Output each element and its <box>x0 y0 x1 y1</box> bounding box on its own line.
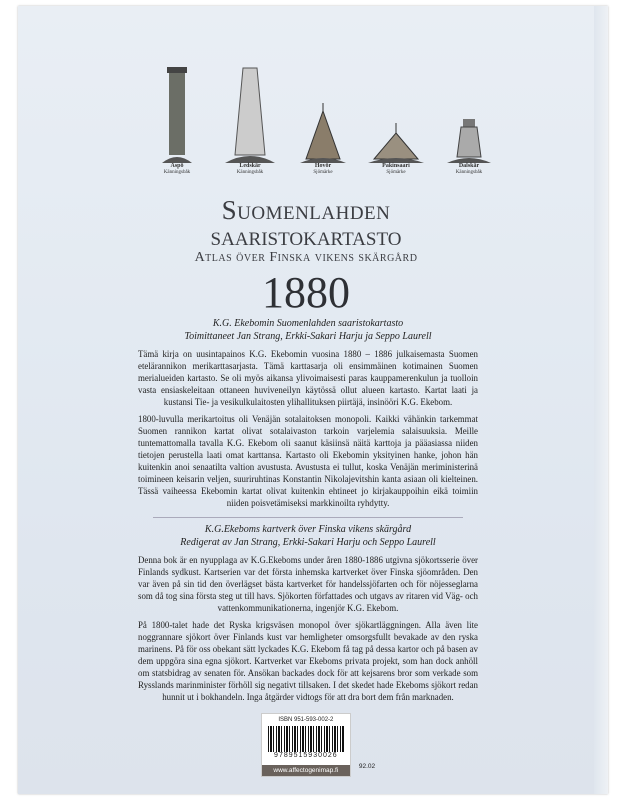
barcode-area <box>138 713 478 777</box>
swedish-paragraph-1: Denna bok är en nyupplaga av K.G.Ekeboms under åren 1880-1886 utgivna sjökortsserie över Finlands sydkust. Kartserien var det första inhemska kartverket över Finska sjöområden. Den var även på sin tid den överlägset bästa kartverket för handelssjöfarten och för nöjesseglarna som då tog sina första steg ut till havs. Sjökorten författades och utgavs av ritaren vid Väg- och vattenkommunikationerna, ingenjör K.G. Ekebom. <box>138 555 478 613</box>
lighthouse-aspo <box>143 63 211 176</box>
finnish-heading <box>138 318 478 343</box>
lighthouse-name: Pakinsaari <box>382 163 410 169</box>
finnish-paragraph-2: 1800-luvulla merikartoitus oli Venäjän sotalaitoksen monopoli. Kaikki vähänkin tarkemmat Suomen rannikon kartat olivat sotalaivaston tarkoin varjelemia salaisuuksia. Meille tuntemattomalla tavalla K.G. Ekebom oli saanut käsiinsä näitä karttoja ja pääasiassa niiden tietojen perustella laati omat karttansa. Kartasto oli Ekebomin yksityinen hanke, johon hän kuitenkin anoi senaatilta valtion avustusta. Avustusta ei tullut, koska Venäjän meriministerinä toimineen keisarin veljen, suuriruhtinas Konstantin Nikolajevitshin kanta asiaan oli kielteinen. Tässä vaiheessa Ekebomin kartat olivat kuitenkin ehtineet jo kirjakauppoihin eikä toimiin niiden poisvetämiseksi markkinoilta ryhdytty. <box>138 414 478 508</box>
lighthouse-type: Känningsbåk <box>163 170 191 175</box>
swedish-paragraph-2: På 1800-talet hade det Ryska krigsväsen monopol över sjökartläggningen. Alla även lite noggrannare sjökort över Finlands kust var hemligheter omsorgsfullt bevakade av den ryska marinens. På för oss obekant sätt lyckades K.G. Ekebom få tag på dessa kartor och på basen av dem uppgöra sina egna sjökort. Kartverket var Ekeboms privata projekt, som han dock anhöll om statsbidrag av senaten för. Ansökan backades dock för att kejsarens bror som verkade som Rysslands marinminister förhöll sig negativt tillsaken. I det skedet hade Ekeboms sjökort redan hunnit ut i bokhandeln. Inga åtgärder vidtogs för att dra bort dem från marknaden. <box>138 620 478 702</box>
isbn-text: ISBN 951-593-002-2 <box>278 717 334 723</box>
lighthouse-type: Sjömärke <box>386 170 406 175</box>
divider <box>153 517 463 518</box>
lighthouse-pakinsaari <box>362 123 430 176</box>
publisher-url: www.affectogenimap.fi <box>262 765 350 776</box>
subtitle: Atlas över Finska vikens skärgård <box>194 250 418 265</box>
lighthouse-hovor <box>289 103 357 176</box>
lighthouse-type: Känningsbåk <box>455 170 483 175</box>
lighthouse-type: Känningsbåk <box>236 170 264 175</box>
year: 1880 <box>262 268 350 317</box>
lighthouse-ledskar <box>216 63 284 176</box>
isbn-barcode <box>261 713 351 777</box>
finnish-heading-title: K.G. Ekebomin Suomenlahden saaristokartasto <box>212 318 404 329</box>
text-column <box>138 318 478 777</box>
swedish-heading-editors: Redigerat av Jan Strang, Erkki-Sakari Harju och Seppo Laurell <box>180 536 436 548</box>
book-back-cover <box>18 6 608 794</box>
lighthouse-name: Hovör <box>314 163 332 169</box>
lighthouse-name: Ledskär <box>239 163 261 169</box>
lighthouse-dalskar <box>435 117 503 176</box>
lighthouse-illustrations <box>143 46 503 176</box>
lighthouse-name: Dalskär <box>458 163 480 169</box>
lighthouse-type: Sjömärke <box>313 170 333 175</box>
title-line-1: Suomenlahden <box>221 195 391 225</box>
lighthouse-name: Aspö <box>170 163 184 169</box>
barcode-number: 9789515930026 <box>262 752 350 760</box>
finnish-heading-editors: Toimittaneet Jan Strang, Erkki-Sakari Harju ja Seppo Laurell <box>184 330 432 342</box>
price-code: 92.02 <box>358 763 376 770</box>
swedish-heading-title: K.G.Ekeboms kartverk över Finska vikens skärgård <box>204 524 412 535</box>
swedish-heading <box>138 524 478 549</box>
spine-edge <box>594 6 608 794</box>
finnish-paragraph-1: Tämä kirja on uusintapainos K.G. Ekebomin vuosina 1880 – 1886 julkaisemasta Suomen etelärannikon merikarttasarjasta. Tämä karttasarja oli ensimmäinen kotimainen Suomen merialueiden kartasto. Se oli myös aikansa ylivoimaisesti paras kauppamerenkulun ja tuolloin vasta ensiaskeleitaan ottaneen huviveneilyn käytössä ollut alueen kartasto. Kartat laati ja kustansi Tie- ja vesikulkulaitosten ylihallituksen piirtäjä, insinööri K.G. Ekebom. <box>138 349 478 407</box>
title-line-2: saaristokartasto <box>210 221 402 251</box>
barcode-bars <box>268 726 344 752</box>
